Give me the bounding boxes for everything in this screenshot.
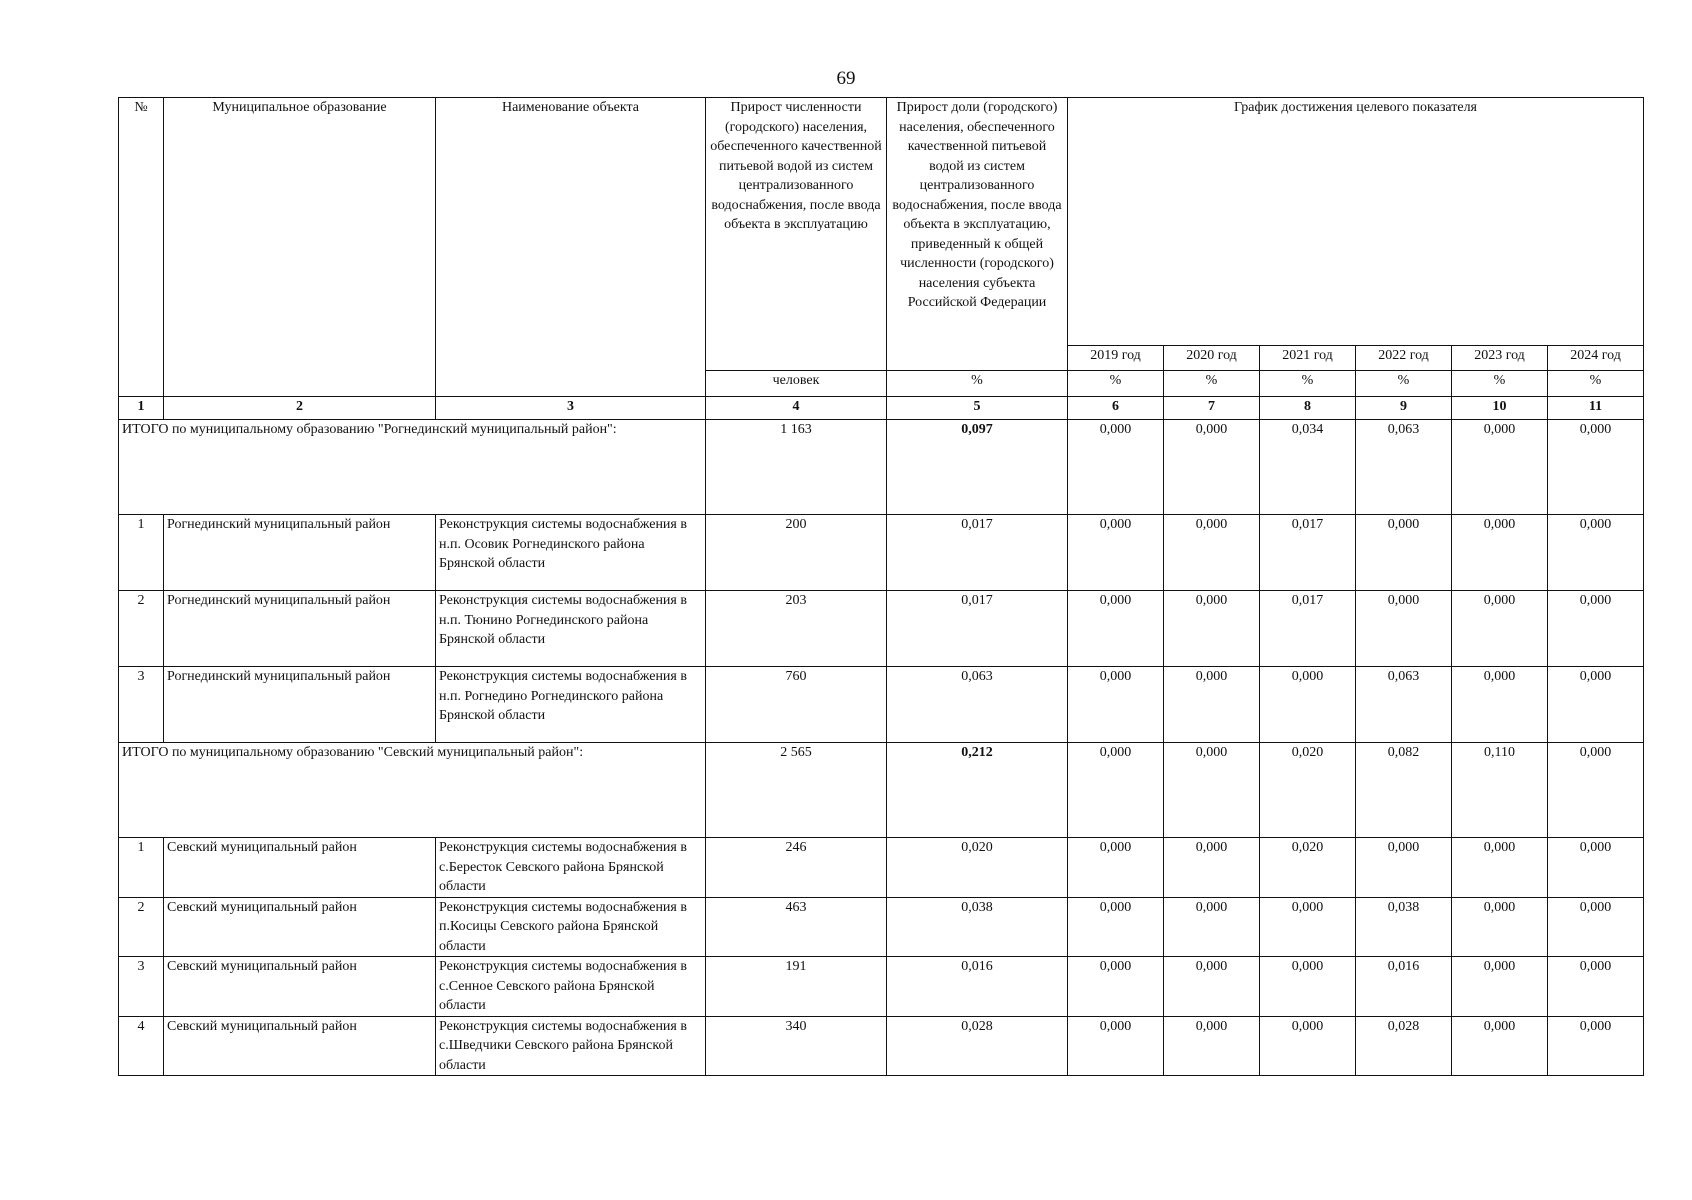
total-row — [119, 420, 1644, 515]
total-population: 1 163 — [706, 420, 887, 515]
header-schedule: График достижения целевого показателя — [1068, 98, 1644, 346]
total-population: 2 565 — [706, 743, 887, 838]
municipality-cell: Рогнединский муниципальный район — [164, 515, 436, 591]
year-value: 0,082 — [1356, 743, 1452, 838]
year-value: 0,000 — [1068, 1016, 1164, 1076]
year-value: 0,000 — [1548, 838, 1644, 898]
year-value: 0,000 — [1452, 515, 1548, 591]
table-row — [119, 667, 1644, 743]
population-cell: 246 — [706, 838, 887, 898]
year-header: 2020 год — [1164, 346, 1260, 371]
year-value: 0,038 — [1356, 897, 1452, 957]
year-value: 0,016 — [1356, 957, 1452, 1017]
year-value: 0,000 — [1164, 897, 1260, 957]
year-value: 0,110 — [1452, 743, 1548, 838]
year-value: 0,000 — [1164, 515, 1260, 591]
total-label: ИТОГО по муниципальному образованию "Севский муниципальный район": — [119, 743, 706, 838]
column-number: 2 — [164, 397, 436, 420]
table-body — [119, 98, 1644, 1076]
year-value: 0,020 — [1260, 743, 1356, 838]
year-value: 0,000 — [1548, 420, 1644, 515]
unit-cell: % — [1356, 371, 1452, 397]
year-value: 0,000 — [1164, 1016, 1260, 1076]
year-value: 0,028 — [1356, 1016, 1452, 1076]
population-cell: 203 — [706, 591, 887, 667]
year-value: 0,000 — [1164, 957, 1260, 1017]
year-value: 0,000 — [1164, 838, 1260, 898]
year-value: 0,000 — [1548, 591, 1644, 667]
year-header: 2021 год — [1260, 346, 1356, 371]
year-value: 0,000 — [1164, 420, 1260, 515]
year-value: 0,063 — [1356, 420, 1452, 515]
object-cell: Реконструкция системы водоснабжения в н.п. Рогнедино Рогнединского района Брянской области — [436, 667, 706, 743]
year-value: 0,000 — [1260, 897, 1356, 957]
table-row — [119, 591, 1644, 667]
total-share: 0,212 — [887, 743, 1068, 838]
share-cell: 0,020 — [887, 838, 1068, 898]
municipality-cell: Рогнединский муниципальный район — [164, 667, 436, 743]
year-value: 0,000 — [1260, 957, 1356, 1017]
row-number: 2 — [119, 591, 164, 667]
share-cell: 0,063 — [887, 667, 1068, 743]
table-row — [119, 515, 1644, 591]
year-value: 0,000 — [1452, 591, 1548, 667]
header-object: Наименование объекта — [436, 98, 706, 397]
year-value: 0,020 — [1260, 838, 1356, 898]
header-no: № — [119, 98, 164, 397]
year-value: 0,000 — [1068, 420, 1164, 515]
page-number: 69 — [836, 68, 856, 89]
year-value: 0,000 — [1452, 667, 1548, 743]
year-value: 0,000 — [1452, 420, 1548, 515]
year-value: 0,000 — [1548, 1016, 1644, 1076]
year-value: 0,000 — [1356, 515, 1452, 591]
year-value: 0,000 — [1548, 957, 1644, 1017]
year-value: 0,000 — [1356, 591, 1452, 667]
municipality-cell: Севский муниципальный район — [164, 897, 436, 957]
unit-cell: % — [1260, 371, 1356, 397]
share-cell: 0,017 — [887, 591, 1068, 667]
object-cell: Реконструкция системы водоснабжения в н.п. Осовик Рогнединского района Брянской области — [436, 515, 706, 591]
row-number: 1 — [119, 838, 164, 898]
object-cell: Реконструкция системы водоснабжения в с.Сенное Севского района Брянской области — [436, 957, 706, 1017]
unit-cell: % — [1452, 371, 1548, 397]
population-cell: 760 — [706, 667, 887, 743]
year-header: 2022 год — [1356, 346, 1452, 371]
year-value: 0,017 — [1260, 591, 1356, 667]
unit-cell: % — [887, 371, 1068, 397]
year-value: 0,000 — [1548, 515, 1644, 591]
column-number: 4 — [706, 397, 887, 420]
header-share-growth: Прирост доли (городского) населения, обеспеченного качественной питьевой водой из систем централизованного водоснабжения, после ввода объекта в эксплуатацию, приведенный к общей численности (городского) населения субъекта Российской Федерации — [887, 98, 1068, 371]
total-label: ИТОГО по муниципальному образованию "Рогнединский муниципальный район": — [119, 420, 706, 515]
row-number: 3 — [119, 957, 164, 1017]
object-cell: Реконструкция системы водоснабжения в н.п. Тюнино Рогнединского района Брянской области — [436, 591, 706, 667]
municipality-cell: Севский муниципальный район — [164, 1016, 436, 1076]
year-value: 0,000 — [1068, 743, 1164, 838]
table-row — [119, 838, 1644, 898]
column-number: 5 — [887, 397, 1068, 420]
municipality-cell: Рогнединский муниципальный район — [164, 591, 436, 667]
unit-cell: % — [1548, 371, 1644, 397]
year-value: 0,000 — [1452, 1016, 1548, 1076]
object-cell: Реконструкция системы водоснабжения в п.Косицы Севского района Брянской области — [436, 897, 706, 957]
share-cell: 0,016 — [887, 957, 1068, 1017]
row-number: 3 — [119, 667, 164, 743]
column-number: 6 — [1068, 397, 1164, 420]
year-value: 0,000 — [1068, 591, 1164, 667]
population-cell: 340 — [706, 1016, 887, 1076]
column-number: 9 — [1356, 397, 1452, 420]
column-number: 8 — [1260, 397, 1356, 420]
year-value: 0,000 — [1260, 667, 1356, 743]
column-number: 7 — [1164, 397, 1260, 420]
year-value: 0,000 — [1452, 838, 1548, 898]
column-number: 3 — [436, 397, 706, 420]
year-value: 0,000 — [1356, 838, 1452, 898]
year-value: 0,000 — [1260, 1016, 1356, 1076]
table-header-row — [119, 98, 1644, 346]
year-value: 0,000 — [1548, 743, 1644, 838]
year-value: 0,000 — [1548, 667, 1644, 743]
column-number-row — [119, 397, 1644, 420]
year-value: 0,000 — [1164, 667, 1260, 743]
share-cell: 0,028 — [887, 1016, 1068, 1076]
total-share: 0,097 — [887, 420, 1068, 515]
year-value: 0,000 — [1068, 957, 1164, 1017]
object-cell: Реконструкция системы водоснабжения в с.Береcток Севского района Брянской области — [436, 838, 706, 898]
row-number: 4 — [119, 1016, 164, 1076]
year-value: 0,063 — [1356, 667, 1452, 743]
header-municipality: Муниципальное образование — [164, 98, 436, 397]
total-row — [119, 743, 1644, 838]
table-row — [119, 1016, 1644, 1076]
municipality-cell: Севский муниципальный район — [164, 838, 436, 898]
unit-cell: % — [1164, 371, 1260, 397]
target-indicator-table — [118, 97, 1644, 1076]
share-cell: 0,017 — [887, 515, 1068, 591]
column-number: 1 — [119, 397, 164, 420]
object-cell: Реконструкция системы водоснабжения в с.Шведчики Севского района Брянской области — [436, 1016, 706, 1076]
municipality-cell: Севский муниципальный район — [164, 957, 436, 1017]
year-value: 0,000 — [1452, 957, 1548, 1017]
header-population-growth: Прирост численности (городского) населения, обеспеченного качественной питьевой водой из систем централизованного водоснабжения, после ввода объекта в эксплуатацию — [706, 98, 887, 371]
year-value: 0,000 — [1068, 897, 1164, 957]
year-value: 0,000 — [1452, 897, 1548, 957]
row-number: 2 — [119, 897, 164, 957]
column-number: 11 — [1548, 397, 1644, 420]
table-row — [119, 897, 1644, 957]
population-cell: 191 — [706, 957, 887, 1017]
year-header: 2024 год — [1548, 346, 1644, 371]
year-value: 0,000 — [1068, 515, 1164, 591]
column-number: 10 — [1452, 397, 1548, 420]
year-value: 0,000 — [1068, 667, 1164, 743]
unit-cell: человек — [706, 371, 887, 397]
share-cell: 0,038 — [887, 897, 1068, 957]
year-value: 0,034 — [1260, 420, 1356, 515]
table-row — [119, 957, 1644, 1017]
year-value: 0,000 — [1164, 591, 1260, 667]
year-header: 2019 год — [1068, 346, 1164, 371]
unit-cell: % — [1068, 371, 1164, 397]
year-value: 0,000 — [1164, 743, 1260, 838]
year-value: 0,000 — [1068, 838, 1164, 898]
year-value: 0,017 — [1260, 515, 1356, 591]
year-value: 0,000 — [1548, 897, 1644, 957]
year-header: 2023 год — [1452, 346, 1548, 371]
row-number: 1 — [119, 515, 164, 591]
population-cell: 463 — [706, 897, 887, 957]
population-cell: 200 — [706, 515, 887, 591]
